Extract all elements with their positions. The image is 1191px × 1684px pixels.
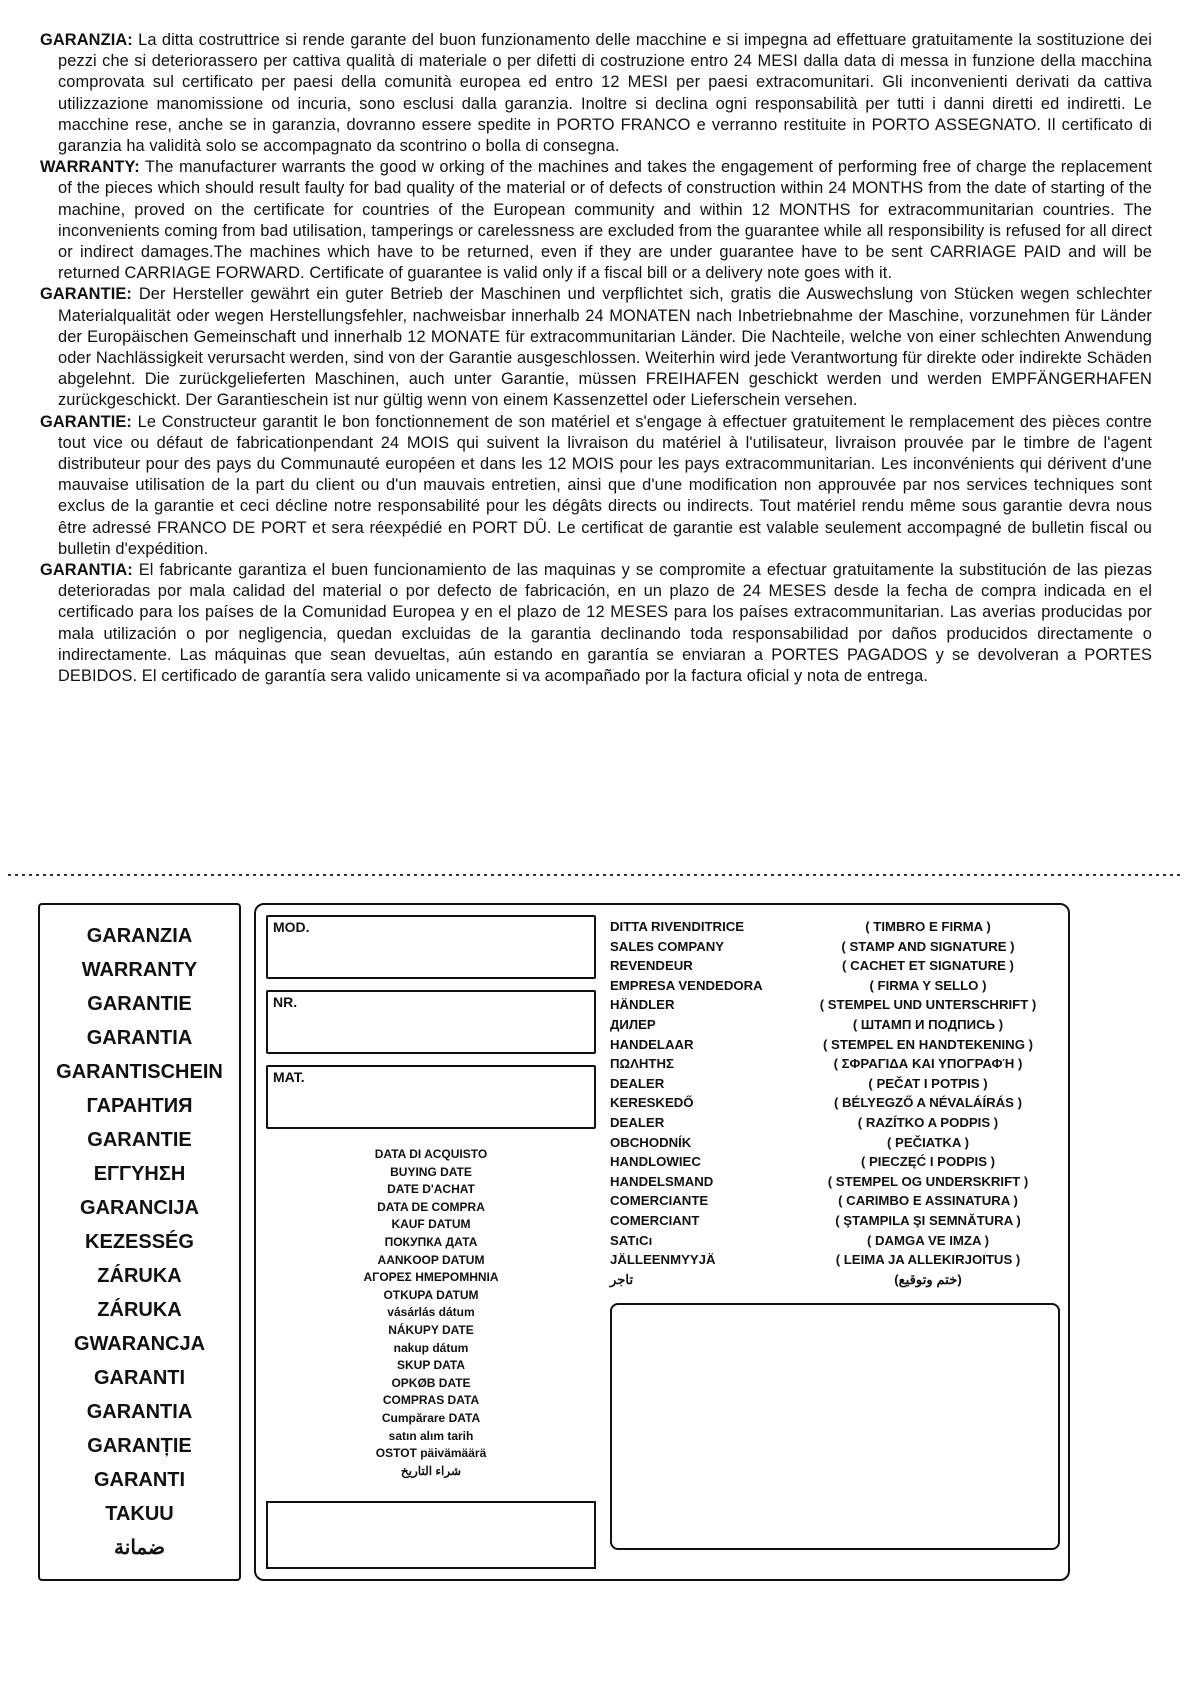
dealer-label: OBCHODNÍK [610,1134,692,1150]
purchase-date-label: ΑΓΟΡΕΣ ΗΜΕΡΟΜΗΝΙΑ [363,1270,499,1285]
dealer-label: HANDELSMAND [610,1173,714,1189]
dealer-row [610,1172,1060,1192]
dealer-row [610,995,1060,1015]
serial-number-field-label: NR. [273,994,298,1010]
stamp-signature-label: ( TIMBRO E FIRMA ) [865,919,991,934]
warranty-language-label: GARANTIE [87,993,192,1015]
stamp-signature-label: ( STAMP AND SIGNATURE ) [841,938,1015,954]
certificate-left-column [266,915,596,1569]
serial-number-field [266,990,596,1054]
purchase-date-label: SKUP DATA [396,1358,465,1373]
dealer-row [610,1054,1060,1074]
model-field [266,915,596,979]
dealer-row [610,1015,1060,1035]
purchase-date-label: BUYING DATE [390,1164,472,1179]
purchase-date-label: DATE D'ACHAT [387,1182,475,1197]
dealer-row [610,1152,1060,1172]
paragraph-text: Le Constructeur garantit le bon fonctionnement de son matériel et s'engage à effectuer gratuitement le remplacement des pièces contre tout vice ou défaut de fabricationpendant 24 MOIS qui suivent la livraison du matériel à l'utilisateur, livraison prouvée par le timbre de l'agent distributeur pour des pays du Communauté européen et dans les 12 MOIS pour les pays extracommunitarian. Les inconvénients qui dérivent d'une mauvaise utilisation de la part du client ou d'un mauvais entretien, ainsi que d'une modification non approuvée par nos services techniques sont exclus de la garantie et ceci décline notre responsabilité pour les dégâts directs ou indirects. Tout matériel rendu même sous garantie devra nous être adressé FRANCO DE PORT et sera réexpédié en PORT DÛ. Le certificat de garantie est valable seulement accompagné de bulletin fiscal ou bulletin d'expédition. [58,412,1153,558]
warranty-certificate-form [38,903,1070,1581]
dealer-label: ΠΩΛΗΤΗΣ [610,1056,674,1072]
purchase-date-label: KAUF DATUM [391,1217,471,1232]
stamp-signature-label: ( PEČIATKA ) [886,1134,970,1150]
warranty-language-label: ГАРАНТИЯ [86,1095,193,1117]
paragraph-text: Der Hersteller gewährt ein guter Betrieb der Maschinen und verpflichtet sich, gratis die Auswechslung von Stücken wegen schlechter Materialqualität oder wegen Herstellungsfehler, nachweisbar innerhalb 24 MONATEN nach Inbetriebnahme der Maschine, vorzunehmen für Länder der Europäischen Gemeinschaft und innerhalb 12 MONATE für extracommunitarian Länder. Die Nachteile, welche von einer schlechten Anwendung oder Nachlässigkeit verursacht werden, sind von der Garantie ausgeschlossen. Weiterhin wird jede Verantwortung für direkte oder indirekte Schäden abgelehnt. Die zurückgelieferten Maschinen, auch unter Garantie, müssen FREIHAFEN geschickt werden und werden EMPFÄNGERHAFEN zurückgeschickt. Der Garantieschein ist nur gültig wenn von einem Kassenzettel oder Lieferschein versehen. [58,285,1153,410]
warranty-language-label: GARANȚIE [87,1435,192,1457]
dealer-label: DEALER [610,1114,665,1130]
warranty-language-label: GARANTISCHEIN [56,1061,223,1083]
warranty-terms [40,30,1152,687]
dealer-label: COMERCIANT [610,1212,700,1228]
stamp-signature-label: ( DAMGA VE IMZA ) [866,1232,990,1248]
purchase-date-label: OTKUPA DATUM [383,1287,479,1302]
stamp-signature-label: ( STEMPEL OG UNDERSKRIFT ) [827,1173,1029,1189]
dealer-row [610,1270,1060,1290]
warranty-language-label: ضمانة [114,1537,165,1559]
stamp-signature-label: ( CARIMBO E ASSINATURA ) [838,1193,1018,1209]
stamp-signature-label: ( FIRMA Y SELLO ) [869,977,987,993]
dealer-label: تاجر [610,1271,634,1287]
warranty-language-label: ZÁRUKA [97,1299,182,1321]
purchase-date-label: شراء التاريخ [400,1463,462,1478]
stamp-signature-label: ( LEIMA JA ALLEKIRJOITUS ) [835,1252,1021,1268]
warranty-paragraph-english [40,157,1152,284]
dealer-stamp-box [610,1303,1060,1550]
purchase-date-label: OSTOT päivämäärä [375,1446,487,1461]
dealer-row [610,1211,1060,1231]
dealer-row [610,937,1060,957]
warranty-paragraph-french [40,412,1152,560]
purchase-date-label: satın alım tarih [388,1428,474,1443]
dealer-label: HÄNDLER [610,997,675,1013]
purchase-date-label: AANKOOP DATUM [377,1252,485,1267]
warranty-paragraph-german [40,284,1152,411]
dealer-row [610,1074,1060,1094]
warranty-language-label: GARANTIE [87,1129,192,1151]
paragraph-lead: WARRANTY: [40,158,140,177]
stamp-signature-label: ( PEČAT I POTPIS ) [868,1075,988,1091]
dealer-label: ДИЛЕР [610,1016,656,1032]
stamp-signature-label: ( ШТАМП И ПОДПИСЬ ) [852,1016,1004,1032]
certificate-right-column [610,915,1060,1569]
warranty-language-label: TAKUU [105,1503,174,1525]
purchase-date-label: DATA DE COMPRA [377,1199,485,1214]
warranty-paragraph-spanish [40,560,1152,687]
purchase-date-label: nakup dátum [393,1340,469,1355]
dealer-label: SALES COMPANY [610,938,725,954]
stamp-signature-label: ( RAZÍTKO A PODPIS ) [857,1114,999,1130]
dealer-row [610,1093,1060,1113]
warranty-paragraph-italian [40,30,1152,157]
dealer-row [610,1191,1060,1211]
stamp-signature-label: (ختم وتوقيع) [894,1271,962,1287]
dealer-label: JÄLLEENMYYJÄ [610,1252,716,1268]
stamp-signature-label: ( STEMPEL EN HANDTEKENING ) [822,1036,1034,1052]
stamp-signature-label: ( PIECZĘĆ I PODPIS ) [860,1154,996,1170]
warranty-languages-box [38,903,241,1581]
paragraph-lead: GARANTIE: [40,285,132,304]
dealer-row [610,1250,1060,1270]
dealer-label: HANDLOWIEC [610,1154,701,1170]
warranty-language-label: GWARANCJA [73,1333,206,1355]
dealer-row [610,917,1060,937]
dealer-row [610,1231,1060,1251]
paragraph-text: La ditta costruttrice si rende garante del buon funzionamento delle macchine e si impegna ad effettuare gratuitamente la sostituzione dei pezzi che si deteriorassero per cattiva qualità di materiale o per difetti di costruzione entro 24 MESI dalla data di messa in funzione della macchina comprovata sul certificato per paesi della comunità europea ed entro 12 MESI per paesi extracomunitari. Gli inconvenienti derivati da cattiva utilizzazione manomissione od incuria, sono esclusi dalla garanzia. Inoltre si declina ogni responsabilità per tutti i danni diretti ed indiretti. Le macchine rese, anche se in garanzia, dovranno essere spedite in PORTO FRANCO e verranno restituite in PORTO ASSEGNATO. Il certificato di garanzia ha validità solo se accompagnato da scontrino o bolla di consegna. [58,31,1152,156]
dealer-label: HANDELAAR [610,1036,694,1052]
warranty-language-label: GARANZIA [86,925,193,947]
purchase-date-label: NÁKUPY DATE [388,1322,474,1337]
dealer-row [610,976,1060,996]
paragraph-lead: GARANTIA: [40,561,133,580]
warranty-language-label: GARANTI [93,1367,186,1389]
material-field [266,1065,596,1129]
dealer-label: REVENDEUR [610,958,693,974]
warranty-language-label: GARANTI [93,1469,186,1491]
purchase-date-label: vásárlás dátum [387,1305,475,1320]
warranty-language-label: KEZESSÉG [85,1231,194,1253]
stamp-signature-label: ( ŞTAMPILA ŞI SEMNĂTURA ) [835,1212,1021,1228]
dealer-row [610,1133,1060,1153]
dealer-row [610,956,1060,976]
paragraph-lead: GARANTIE: [40,412,132,431]
certificate-main-box [254,903,1070,1581]
material-field-label: MAT. [273,1069,305,1085]
stamp-signature-label: ( STEMPEL UND UNTERSCHRIFT ) [819,997,1037,1013]
paragraph-lead: GARANZIA: [40,31,133,49]
warranty-language-label: ZÁRUKA [97,1265,182,1287]
warranty-language-label: WARRANTY [81,959,198,981]
warranty-language-label: GARANCIJA [80,1197,199,1219]
purchase-date-label: OPKØB DATE [391,1375,471,1390]
purchase-date-box [266,1501,596,1569]
purchase-date-label: COMPRAS DATA [382,1393,480,1408]
warranty-language-label: GARANTIA [86,1027,193,1049]
stamp-signature-label: ( BÉLYEGZŐ A NÉVALÁÍRÁS ) [833,1095,1023,1111]
dealer-label: KERESKEDŐ [610,1095,694,1111]
purchase-date-labels [266,1146,596,1480]
purchase-date-label: DATA DI ACQUISTO [374,1147,488,1161]
dealer-label: EMPRESA VENDEDORA [610,977,763,993]
dealer-label: SATıCı [610,1232,653,1248]
stamp-signature-label: ( CACHET ET SIGNATURE ) [842,958,1014,974]
dealer-row [610,1035,1060,1055]
stamp-signature-label: ( ΣΦΡΑΓΙΔΑ ΚΑΙ ΥΠΟΓΡΑΦΉ ) [833,1056,1023,1072]
purchase-date-label: Cumpărare DATA [381,1410,481,1425]
dealer-label: DITTA RIVENDITRICE [610,919,745,934]
paragraph-text: El fabricante garantiza el buen funcionamiento de las maquinas y se compromite a efectuar gratuitamente la substitución de las piezas deterioradas por mala calidad del material o por defecto de fabricación, en un plazo de 24 MESES desde la fecha de compra indicada en el certificado para los países de la Comunidad Europea y en el plazo de 12 MESES para los países extracommunitarian. Las averias producidas por mala utilización o por negligencia, quedan excluidas de la garantia declinando toda responsabilidad por daños producidos directamente o indirectamente. Las máquinas que sean devueltas, aún estando en garantía se enviaran a PORTES PAGADOS y se devolveran a PORTES DEBIDOS. El certificado de garantía sera valido unicamente si va acompañado por la factura oficial y nota de entrega. [58,561,1153,686]
paragraph-text: The manufacturer warrants the good w orking of the machines and takes the engagement of performing free of charge the replacement of the pieces which should result faulty for bad quality of the material or of defects of construction within 24 MONTHS from the date of starting of the machine, proved on the certificate for countries of the European community and within 12 MONTHS for extracommunitarian countries. The inconvenients coming from bad utilisation, tamperings or carelessness are excluded from the guarantee while all responsibility is refused for all direct or indirect damages.The machines which have to be returned, even if they are under guarantee have to be sent CARRIAGE PAID and will be returned CARRIAGE FORWARD. Certificate of guarantee is valid only if a fiscal bill or a delivery note goes with it. [58,158,1152,283]
dealer-label: COMERCIANTE [610,1193,709,1209]
dealer-row [610,1113,1060,1133]
warranty-language-label: ΕΓΓΥΗΣΗ [93,1163,186,1185]
purchase-date-label: ПОКУПКА ДАТА [384,1234,478,1249]
dealer-stamp-labels [610,917,1060,1289]
model-field-label: MOD. [273,919,310,935]
warranty-language-label: GARANTIA [86,1401,193,1423]
cut-line [8,874,1183,876]
dealer-label: DEALER [610,1075,665,1091]
